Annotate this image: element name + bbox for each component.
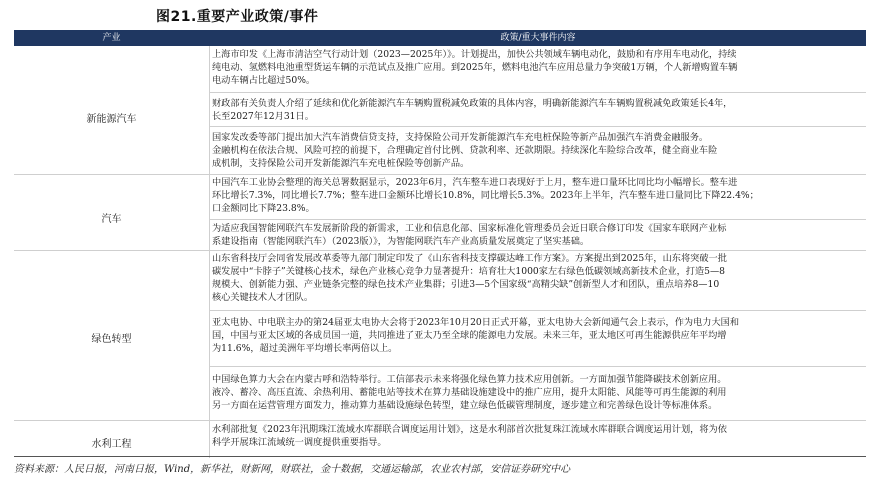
- row-divider: [210, 92, 866, 93]
- table-row: 水利部批复《2023年汛期珠江流域水库群联合调度运用计划》，这是水利部首次批复珠江流域水库群联合调度运用计划，将为依 科学开展珠江流域统一调度提供重要指导。: [212, 424, 727, 448]
- table-header: [14, 30, 866, 46]
- row-divider: [210, 310, 866, 311]
- table-bottom-border: [14, 456, 866, 457]
- table-row: 山东省科技厅会同省发展改革委等九部门制定印发了《山东省科技支撑碳达峰工作方案》。方案提出到2025年，山东将突破一批 碳发展中“卡脖子”关键核心技术，绿色产业核心竞争力显著提升：培育壮大1000家左右绿色低碳领域高新技术企业，打造5—8 规模大、创新能力强、产业链条完整的绿色技术产业集群；引进3—5个国家级“高精尖缺”创新型人才和团队，重点培养8—10 核心关键技术人才团队。: [212, 253, 727, 303]
- table-row: 中国绿色算力大会在内蒙古呼和浩特举行。工信部表示未来将强化绿色算力技术应用创新。一方面加强节能降碳技术创新应用。 液冷、蓄冷、高压直流、余热利用、蓄能电站等技术在算力基础设施建设中的推广应用，提升太阳能、风能等可再生能源的利用 另一方面在运营管理方面发力，推动算力基础设施绿色转型，建立绿色低碳管理制度，逐步建立和完善绿色设计等标准体系。: [212, 374, 727, 411]
- row-divider: [210, 219, 866, 220]
- table-row: 财政部有关负责人介绍了延续和优化新能源汽车车辆购置税减免政策的具体内容，明确新能源汽车车辆购置税减免政策延长4年， 长至2027年12月31日。: [212, 98, 733, 122]
- header-industry: 产业: [102, 33, 121, 43]
- table-row: 上海市印发《上海市清洁空气行动计划（2023—2025年）》。计划提出，加快公共领域车辆电动化，鼓励和有序用车电动化，持续 纯电动、氢燃料电池重型货运车辆的示范试点及推广应用。到2025年，燃料电池汽车应用总量力争突破1万辆，个人新增购置车辆 电动车辆占比超过50%。: [212, 49, 738, 86]
- section-divider: [14, 250, 866, 251]
- category-nev: 新能源汽车: [86, 113, 137, 125]
- policy-table: [14, 30, 866, 458]
- figure-title: 图21.重要产业政策/事件: [156, 9, 319, 25]
- row-divider: [210, 126, 866, 127]
- section-divider: [14, 420, 866, 421]
- row-divider: [210, 366, 866, 367]
- category-auto: 汽车: [101, 213, 122, 225]
- source-note: 资料来源：人民日报，河南日报，Wind，新华社，财新网，财联社，金十数据，交通运输部，农业农村部，安信证券研究中心: [14, 464, 571, 475]
- category-water: 水利工程: [91, 438, 132, 450]
- table-row: 为适应我国智能网联汽车发展新阶段的新需求，工业和信息化部、国家标准化管理委员会近日联合修订印发《国家车联网产业标 系建设指南（智能网联汽车）（2023版）》，为智能网联汽车产业高质量发展奠定了坚实基础。: [212, 223, 727, 247]
- section-divider: [14, 174, 866, 175]
- table-row: 国家发改委等部门提出加大汽车消费信贷支持，支持保险公司开发新能源汽车充电桩保险等新产品加强汽车消费金融服务。 金融机构在依法合规、风险可控的前提下，合理确定首付比例、贷款利率、还款期限。持续深化车险综合改革，健全商业车险 成机制，支持保险公司开发新能源汽车充电桩保险等创新产品。: [212, 132, 718, 169]
- header-content: 政策/重大事件内容: [500, 33, 576, 43]
- column-divider: [209, 46, 210, 458]
- category-green: 绿色转型: [91, 333, 132, 345]
- table-row: 中国汽车工业协会整理的海关总署数据显示，2023年6月，汽车整车进口表现好于上月，整车进口量环比同比均小幅增长。整车进 环比增长7.3%，同比增长7.7%；整车进口金额环比增长10.8%，同比增长5.3%。2023年上半年，汽车整车进口量同比下降22.4%； 口金额同比下降23.8%。: [212, 177, 759, 214]
- table-row: 亚太电协、中电联主办的第24届亚太电协大会将于2023年10月20日正式开幕，亚太电协大会新闻通气会上表示，作为电力大国和 国，中国与亚太区域的各成员国一道，共同推进了亚太乃至全球的能源电力发展。未来三年，亚太地区可再生能源供应年平均增 为11.6%，超过美洲年平均增长率两倍以上。: [212, 317, 740, 354]
